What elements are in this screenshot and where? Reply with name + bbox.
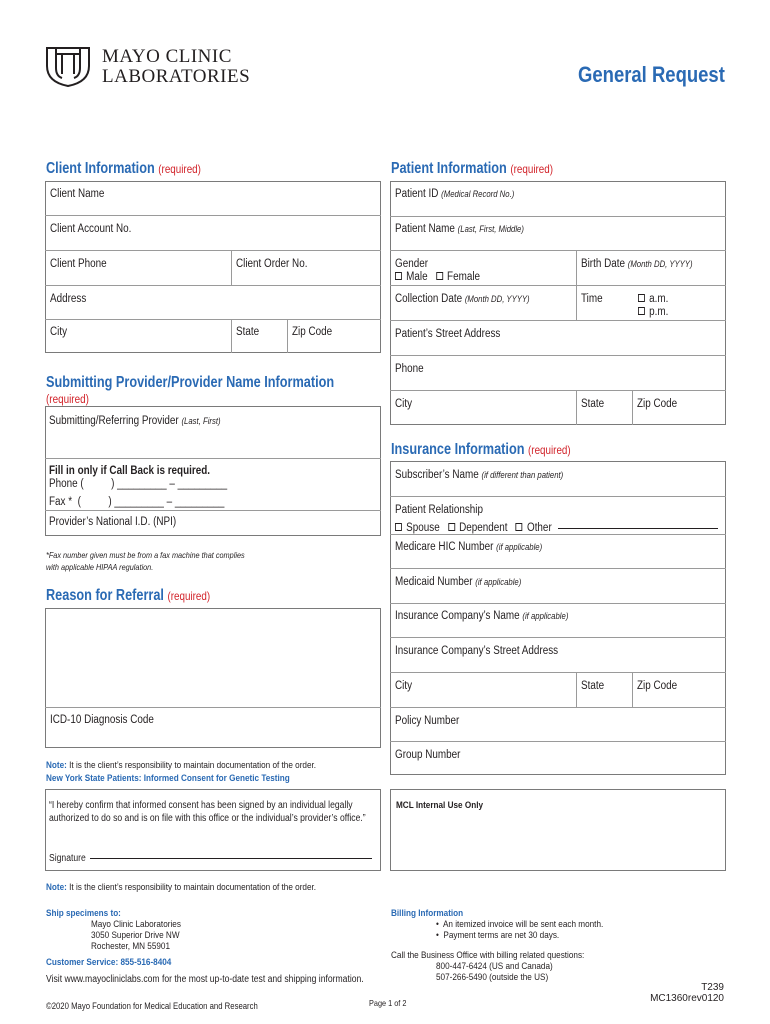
other-label: Other <box>526 522 552 534</box>
referral-heading: Reason for Referral (required) <box>46 587 211 604</box>
insurance-city-field[interactable]: City <box>395 680 413 692</box>
consent-line-2: authorized to do so and is on file with this office or the individual’s provider’s office.” <box>49 813 366 824</box>
consent-line-1: “I hereby confirm that informed consent has been signed by an individual legally <box>49 800 353 811</box>
female-label: Female <box>447 271 481 283</box>
group-number-field[interactable]: Group Number <box>395 749 461 761</box>
medicare-field[interactable]: Medicare HIC Number (if applicable) <box>395 541 543 553</box>
patient-phone-field[interactable]: Phone <box>395 363 424 375</box>
ship-heading: Ship specimens to: <box>46 908 121 919</box>
footer-note: Note: It is the client’s responsibility to maintain documentation of the order. <box>46 882 317 893</box>
fax-note-line-2: with applicable HIPAA regulation. <box>46 562 154 572</box>
client-state-field[interactable]: State <box>236 326 260 338</box>
client-city-field[interactable]: City <box>50 326 68 338</box>
insurance-zip-field[interactable]: Zip Code <box>637 680 678 692</box>
client-account-field[interactable]: Client Account No. <box>50 223 132 235</box>
fax-note-line-1: *Fax number given must be from a fax machine that complies <box>46 550 245 560</box>
insurance-state-field[interactable]: State <box>581 680 605 692</box>
provider-fax-field[interactable]: Fax * ( ) _________ – _________ <box>49 496 225 508</box>
provider-info-heading: Submitting Provider/Provider Name Information <box>46 374 335 391</box>
patient-id-field[interactable]: Patient ID (Medical Record No.) <box>395 188 515 200</box>
dependent-checkbox[interactable] <box>448 523 455 531</box>
referral-text-area[interactable] <box>46 609 380 706</box>
billing-bullet-1: • An itemized invoice will be sent each month. <box>436 919 604 930</box>
signature-line[interactable] <box>90 858 372 859</box>
visit-website: Visit www.mayocliniclabs.com for the most up-to-date test and shipping information. <box>46 974 364 985</box>
medicaid-field[interactable]: Medicaid Number (if applicable) <box>395 576 522 588</box>
birth-date-field[interactable]: Birth Date (Month DD, YYYY) <box>581 258 693 270</box>
referring-provider-field[interactable]: Submitting/Referring Provider (Last, First) <box>49 415 221 427</box>
subscriber-name-field[interactable]: Subscriber’s Name (if different than patient) <box>395 469 564 481</box>
patient-city-field[interactable]: City <box>395 398 413 410</box>
logo-line-1: MAYO CLINIC <box>102 46 232 67</box>
form-code-2: MC1360rev0120 <box>650 993 724 1004</box>
form-code-1: T239 <box>701 982 724 993</box>
client-name-field[interactable]: Client Name <box>50 188 105 200</box>
icd-code-field[interactable]: ICD-10 Diagnosis Code <box>50 714 154 726</box>
other-checkbox[interactable] <box>516 523 523 531</box>
signature-label: Signature <box>49 853 86 864</box>
ship-line-1: Mayo Clinic Laboratories <box>91 919 181 930</box>
spouse-label: Spouse <box>406 522 440 534</box>
relationship-label: Patient Relationship <box>395 504 483 516</box>
ny-consent-heading: New York State Patients: Informed Consent for Genetic Testing <box>46 773 290 784</box>
collection-date-field[interactable]: Collection Date (Month DD, YYYY) <box>395 293 530 305</box>
client-zip-field[interactable]: Zip Code <box>292 326 333 338</box>
mayo-logo <box>44 44 264 88</box>
patient-zip-field[interactable]: Zip Code <box>637 398 678 410</box>
patient-state-field[interactable]: State <box>581 398 605 410</box>
provider-phone-field[interactable]: Phone ( ) _________ – _________ <box>49 478 228 490</box>
am-checkbox[interactable] <box>638 294 645 302</box>
pm-label: p.m. <box>649 306 669 318</box>
mayo-shield-icon <box>44 44 92 88</box>
patient-info-heading: Patient Information (required) <box>391 160 554 177</box>
insurance-company-field[interactable]: Insurance Company’s Name (if applicable) <box>395 610 569 622</box>
policy-number-field[interactable]: Policy Number <box>395 715 460 727</box>
callback-label: Fill in only if Call Back is required. <box>49 465 211 477</box>
provider-required: (required) <box>46 394 89 406</box>
ship-line-2: 3050 Superior Drive NW <box>91 930 180 941</box>
other-underline[interactable] <box>558 528 718 529</box>
page-number: Page 1 of 2 <box>369 998 407 1008</box>
client-address-field[interactable]: Address <box>50 293 87 305</box>
page-title: General Request <box>578 62 725 87</box>
billing-call: Call the Business Office with billing related questions: <box>391 950 585 961</box>
am-label: a.m. <box>649 293 669 305</box>
insurance-address-field[interactable]: Insurance Company’s Street Address <box>395 645 559 657</box>
client-order-field[interactable]: Client Order No. <box>236 258 308 270</box>
billing-heading: Billing Information <box>391 908 464 919</box>
ship-line-3: Rochester, MN 55901 <box>91 941 171 952</box>
copyright: ©2020 Mayo Foundation for Medical Education and Research <box>46 1001 258 1011</box>
patient-street-field[interactable]: Patient’s Street Address <box>395 328 501 340</box>
insurance-info-heading: Insurance Information (required) <box>391 441 571 458</box>
time-label: Time <box>581 293 603 305</box>
provider-npi-field[interactable]: Provider’s National I.D. (NPI) <box>49 516 177 528</box>
patient-name-field[interactable]: Patient Name (Last, First, Middle) <box>395 223 524 235</box>
female-checkbox[interactable] <box>436 272 443 280</box>
male-checkbox[interactable] <box>395 272 402 280</box>
billing-phone-1: 800-447-6424 (US and Canada) <box>436 961 553 972</box>
gender-label: Gender <box>395 258 428 270</box>
logo-line-2: LABORATORIES <box>102 66 251 87</box>
billing-phone-2: 507-266-5490 (outside the US) <box>436 972 549 983</box>
referral-note: Note: It is the client’s responsibility to maintain documentation of the order. <box>46 760 317 771</box>
billing-bullet-2: • Payment terms are net 30 days. <box>436 930 560 941</box>
pm-checkbox[interactable] <box>638 307 645 315</box>
internal-use-label: MCL Internal Use Only <box>396 800 484 811</box>
client-phone-field[interactable]: Client Phone <box>50 258 107 270</box>
male-label: Male <box>406 271 428 283</box>
customer-service: Customer Service: 855-516-8404 <box>46 957 172 968</box>
spouse-checkbox[interactable] <box>395 523 402 531</box>
dependent-label: Dependent <box>459 522 508 534</box>
client-info-heading: Client Information (required) <box>46 160 201 177</box>
